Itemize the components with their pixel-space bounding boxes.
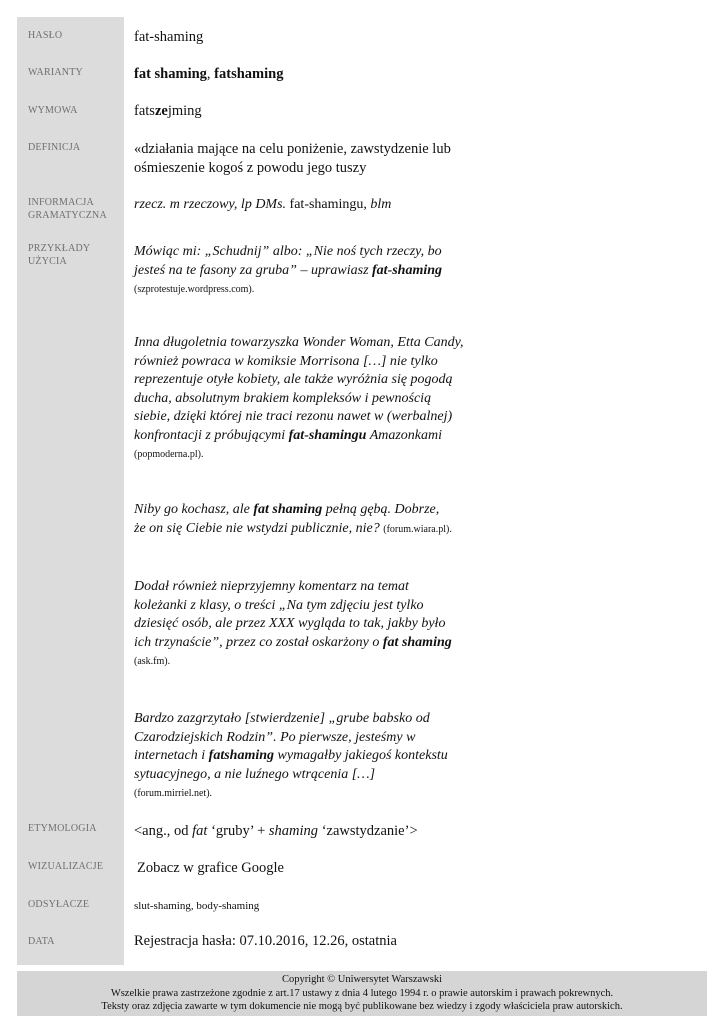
wymowa-post: jming: [167, 103, 202, 119]
haslo-label: HASŁO: [28, 30, 63, 41]
google-images-link[interactable]: Zobacz w grafice Google: [137, 860, 284, 876]
example-text-post: Amazonkami: [366, 427, 443, 443]
example-end: .: [251, 284, 255, 295]
footer-line-2: Wszelkie prawa zastrzeżone zgodnie z art.17 ustawy z dnia 4 lutego 1994 r. o prawie autorskim i prawach pokrewnych.: [110, 987, 614, 999]
variant-separator: ,: [206, 66, 215, 82]
etym-italic2: shaming: [268, 823, 319, 839]
example-text: Mówiąc mi: „Schudnij” albo: „Nie noś tych rzeczy, bo jesteś na te fasony za gruba” – uprawiasz: [134, 244, 442, 278]
informacja-italic2: blm: [370, 197, 392, 212]
informacja-value: [134, 196, 464, 215]
data-label: DATA: [28, 936, 55, 947]
example-2: [134, 334, 464, 465]
etym-part2: ‘gruby’ +: [207, 823, 269, 839]
wymowa-stress: ze: [154, 103, 168, 119]
example-1: [134, 243, 449, 300]
wymowa-pre: fats: [134, 103, 155, 119]
example-source: (ask.fm): [134, 656, 168, 667]
etymologia-label: ETYMOLOGIA: [28, 823, 97, 834]
definicja-label: DEFINICJA: [28, 142, 81, 153]
footer-line-1: Copyright © Uniwersytet Warszawski: [281, 974, 443, 985]
wizualizacje-label: WIZUALIZACJE: [28, 861, 104, 872]
haslo-value: fat-shaming: [134, 29, 204, 45]
example-text: Bardzo zazgrzytało [stwierdzenie] „grube babsko od Czarodziejskich Rodzin”. Po pierwsze, jesteśmy w internetach i: [134, 711, 430, 763]
example-text-post: wymagałby jakiegoś kontekstu sytuacyjnego, a nie luźnego wtrącenia […]: [134, 748, 448, 782]
przyklady-label-line2: UŻYCIA: [28, 256, 67, 267]
variant-2: fatshaming: [214, 66, 284, 82]
example-end: .: [449, 523, 452, 535]
wymowa-value: [134, 102, 464, 121]
warianty-value: [134, 65, 464, 84]
example-text: Niby go kochasz, ale: [134, 502, 254, 517]
przyklady-label-line1: PRZYKŁADY: [28, 243, 91, 254]
informacja-plain: fat-shamingu,: [286, 197, 371, 212]
example-headword: fat-shaming: [372, 262, 443, 278]
odsylacze-label: ODSYŁACZE: [28, 899, 90, 910]
definicja-value: «działania mające na celu poniżenie, zawstydzenie lub ośmieszenie kogoś z powodu jego tuszy: [134, 141, 451, 176]
przyklady-label: [28, 242, 90, 268]
etymologia-value: [134, 822, 454, 841]
wymowa-label: WYMOWA: [28, 105, 78, 116]
informacja-italic1: rzecz. m rzeczowy, lp DMs.: [134, 197, 287, 212]
example-source: (forum.wiara.pl): [383, 523, 450, 535]
example-3: [134, 501, 454, 539]
warianty-label: WARIANTY: [28, 67, 83, 78]
etym-italic1: fat: [192, 823, 208, 839]
footer-line-3: Teksty oraz zdjęcia zawarte w tym dokumencie nie mogą być publikowane bez wiedzy i zgody właściciela praw autorskich.: [101, 1001, 623, 1012]
data-value: Rejestracja hasła: 07.10.2016, 12.26, ostatnia: [134, 933, 397, 949]
example-headword: fatshaming: [208, 748, 275, 763]
informacja-label: [28, 196, 107, 222]
example-end: .: [209, 788, 213, 799]
copyright-footer: [17, 971, 707, 1016]
example-source: (forum.mirriel.net): [134, 788, 210, 799]
odsylacze-value[interactable]: slut-shaming, body-shaming: [134, 900, 260, 912]
example-headword: fat shaming: [382, 634, 452, 650]
example-text: Inna długoletnia towarzyszka Wonder Woman, Etta Candy, również powraca w komiksie Morrisona […] nie tylko reprezentuje otyłe kobiety, ale także wyróżnia się pogodą ducha, absolutnym brakiem kompleksów i pewnością siebie, dzięki której nie traci rezonu nawet w (werbalnej) konfrontacji z próbującymi: [134, 335, 464, 443]
etym-part1: <ang., od: [134, 823, 193, 839]
example-end: .: [167, 656, 171, 667]
variant-1: fat shaming: [134, 66, 207, 82]
etym-part3: ‘zawstydzanie’>: [318, 823, 418, 839]
example-source: (popmoderna.pl): [134, 449, 201, 460]
example-5: [134, 710, 456, 804]
example-text-post: pełną gębą. Dobrze, że on się Ciebie nie wstydzi publicznie, nie?: [134, 502, 440, 536]
example-source: (szprotestuje.wordpress.com): [134, 284, 252, 295]
example-4: [134, 578, 464, 672]
example-text: Dodał również nieprzyjemny komentarz na temat koleżanki z klasy, o treści „Na tym zdjęciu jest tylko dziesięć osób, ale przez XXX wygląda to tak, jakby było ich trzynaście”, przez co został oskarżony o: [134, 579, 446, 650]
example-headword: fat-shamingu: [288, 427, 367, 443]
informacja-label-line1: INFORMACJA: [28, 197, 94, 208]
informacja-label-line2: GRAMATYCZNA: [28, 210, 107, 221]
example-end: .: [200, 449, 204, 460]
example-headword: fat shaming: [253, 502, 323, 517]
